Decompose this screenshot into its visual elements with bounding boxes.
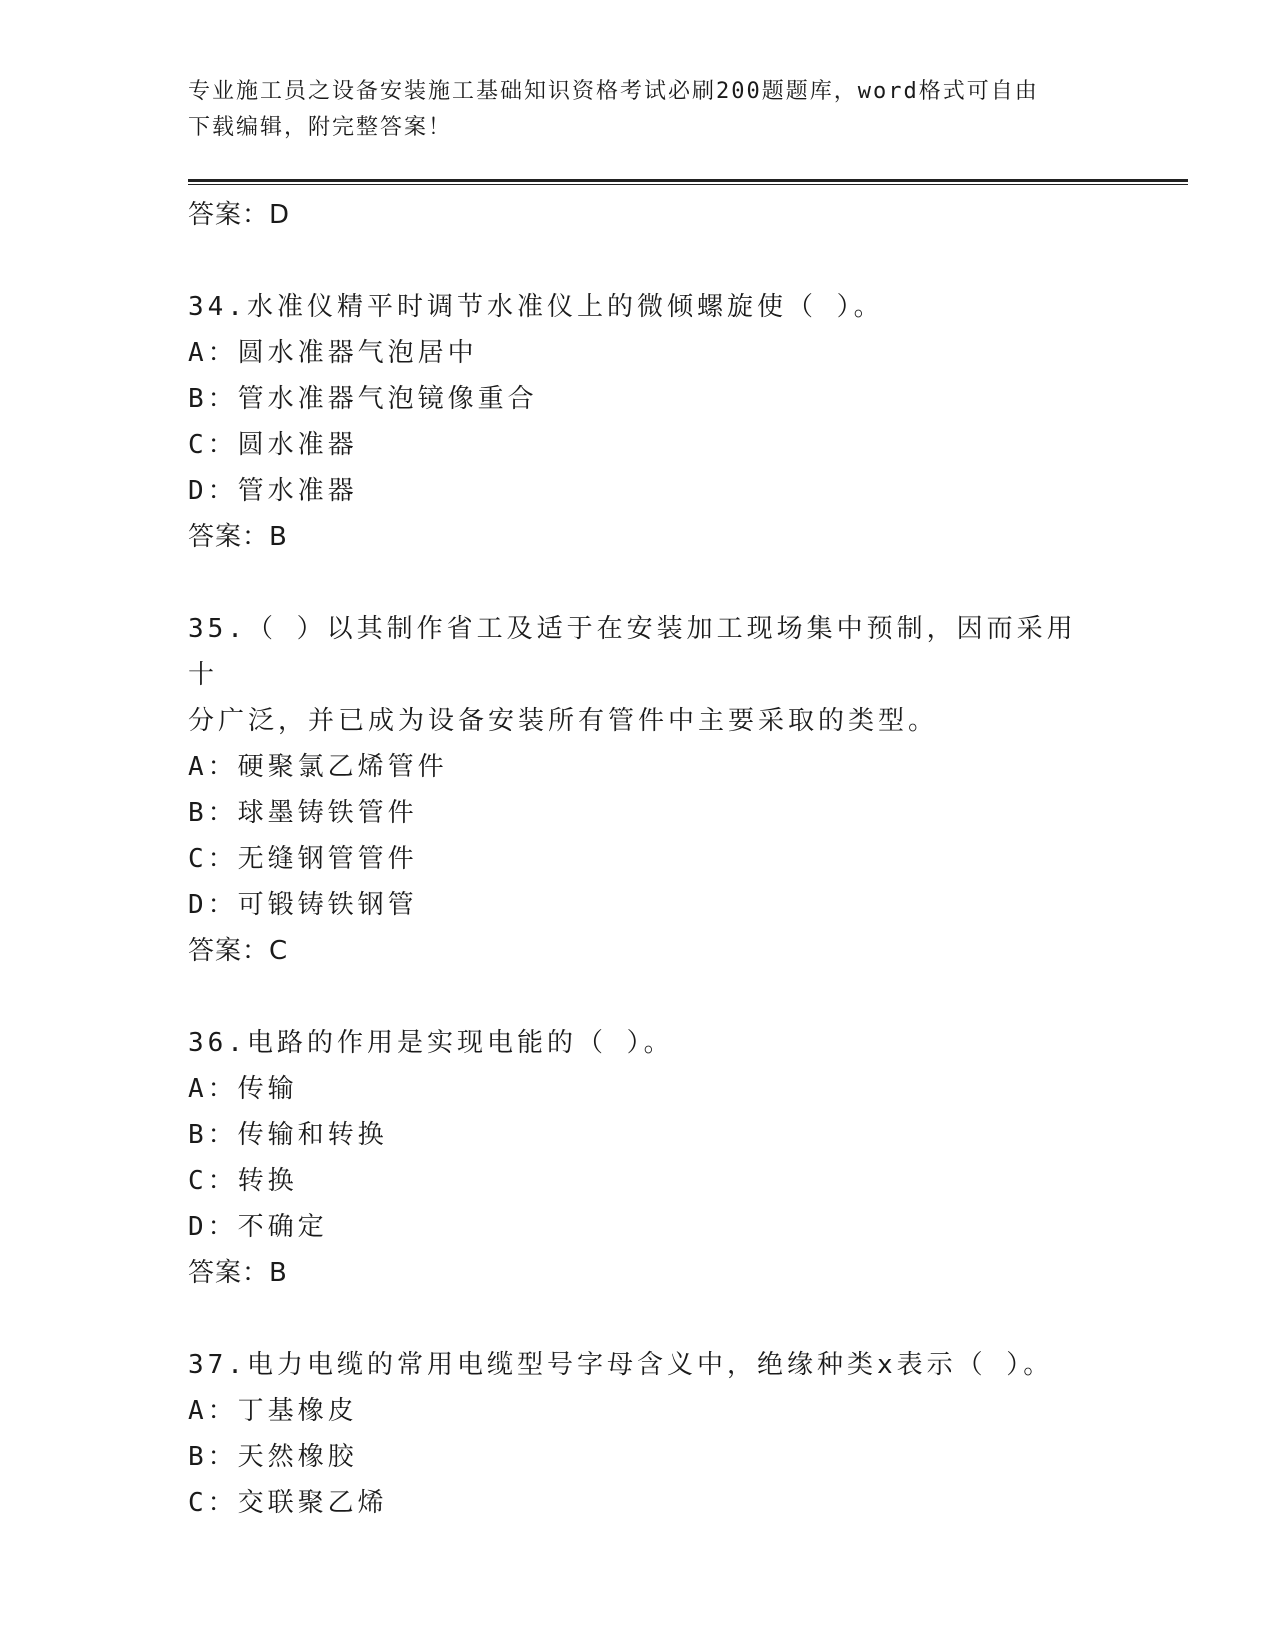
question-35 xyxy=(188,606,1088,974)
question-stem: 34.水准仪精平时调节水准仪上的微倾螺旋使（ ）。 xyxy=(188,292,884,322)
header-divider-thin xyxy=(188,184,1188,185)
answer: 答案：B xyxy=(188,1258,288,1288)
option-b: B：球墨铸铁管件 xyxy=(188,798,418,828)
option-c: C：交联聚乙烯 xyxy=(188,1488,388,1518)
document-header xyxy=(188,74,1088,146)
spacer xyxy=(188,238,1088,284)
question-stem: 36.电路的作用是实现电能的（ ）。 xyxy=(188,1028,674,1058)
option-d: D：管水准器 xyxy=(188,476,358,506)
question-37 xyxy=(188,1342,1088,1526)
option-a: A：传输 xyxy=(188,1074,298,1104)
option-a: A：圆水准器气泡居中 xyxy=(188,338,478,368)
option-b: B：天然橡胶 xyxy=(188,1442,358,1472)
option-c: C：圆水准器 xyxy=(188,430,358,460)
answer: 答案：C xyxy=(188,936,289,966)
option-c: C：转换 xyxy=(188,1166,298,1196)
option-a: A：硬聚氯乙烯管件 xyxy=(188,752,448,782)
option-d: D：不确定 xyxy=(188,1212,328,1242)
document-body xyxy=(188,192,1088,1526)
header-line-1: 专业施工员之设备安装施工基础知识资格考试必刷200题题库，word格式可自由 xyxy=(188,79,1039,104)
option-c: C：无缝钢管管件 xyxy=(188,844,418,874)
option-a: A：丁基橡皮 xyxy=(188,1396,358,1426)
option-b: B：管水准器气泡镜像重合 xyxy=(188,384,538,414)
header-line-2: 下载编辑，附完整答案！ xyxy=(188,115,453,140)
header-divider-thick xyxy=(188,179,1188,182)
previous-answer: 答案：D xyxy=(188,200,291,230)
spacer xyxy=(188,1296,1088,1342)
question-stem-continued: 分广泛，并已成为设备安装所有管件中主要采取的类型。 xyxy=(188,706,939,736)
option-b: B：传输和转换 xyxy=(188,1120,388,1150)
question-36 xyxy=(188,1020,1088,1296)
question-stem: 35.（ ）以其制作省工及适于在安装加工现场集中预制，因而采用十 xyxy=(188,614,1077,690)
option-d: D：可锻铸铁钢管 xyxy=(188,890,418,920)
spacer xyxy=(188,560,1088,606)
question-34 xyxy=(188,284,1088,560)
spacer xyxy=(188,974,1088,1020)
question-stem: 37.电力电缆的常用电缆型号字母含义中，绝缘种类x表示（ ）。 xyxy=(188,1350,1054,1380)
answer: 答案：B xyxy=(188,522,288,552)
